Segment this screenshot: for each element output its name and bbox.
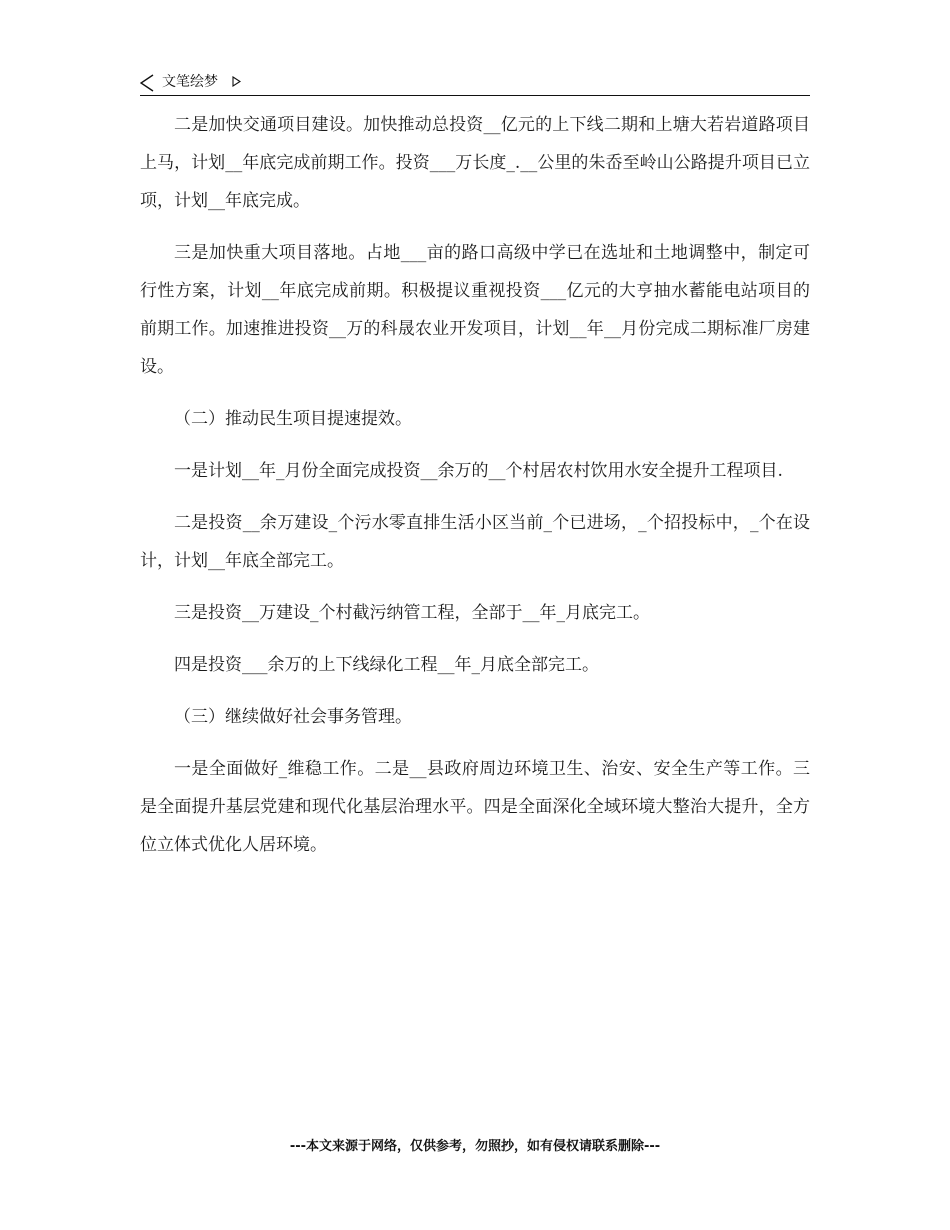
triangle-right-icon bbox=[232, 76, 241, 87]
paragraph-traffic: 二是加快交通项目建设。加快推动总投资__亿元的上下线二期和上塘大若岩道路项目上马，计划__年底完成前期工作。投资___万长度_.__公里的朱岙至岭山公路提升项目已立项，计划__年底完成。 bbox=[140, 115, 810, 211]
section-heading-social-affairs: （三）继续做好社会事务管理。 bbox=[174, 707, 412, 727]
header-divider bbox=[140, 95, 810, 96]
paragraph-drinking-water: 一是计划__年_月份全面完成投资__余万的__个村居农村饮用水安全提升工程项目. bbox=[174, 461, 783, 481]
paragraph-sewage-zero-discharge: 二是投资__余万建设_个污水零直排生活小区当前_个已进场，_个招投标中，_个在设计，计划__年底全部完工。 bbox=[140, 513, 810, 571]
triangle-left-icon bbox=[140, 74, 154, 92]
document-body bbox=[140, 106, 810, 878]
page-header bbox=[140, 72, 810, 94]
paragraph-sewage-pipe: 三是投资__万建设_个村截污纳管工程，全部于__年_月底完工。 bbox=[174, 603, 650, 623]
paragraph-major-projects: 三是加快重大项目落地。占地___亩的路口高级中学已在选址和土地调整中，制定可行性方案，计划__年底完成前期。积极提议重视投资___亿元的大亨抽水蓄能电站项目的前期工作。加速推进投资__万的科晟农业开发项目，计划__年__月份完成二期标准厂房建设。 bbox=[140, 243, 810, 377]
header-brand: 文笔绘梦 bbox=[162, 74, 218, 90]
section-heading-livelihood: （二）推动民生项目提速提效。 bbox=[174, 409, 412, 429]
paragraph-greening: 四是投资___余万的上下线绿化工程__年_月底全部完工。 bbox=[174, 655, 599, 675]
footer-disclaimer: ---本文来源于网络，仅供参考，勿照抄，如有侵权请联系删除--- bbox=[289, 1139, 661, 1154]
paragraph-social-management: 一是全面做好_维稳工作。二是__县政府周边环境卫生、治安、安全生产等工作。三是全面提升基层党建和现代化基层治理水平。四是全面深化全域环境大整治大提升，全方位立体式优化人居环境。 bbox=[140, 759, 810, 855]
